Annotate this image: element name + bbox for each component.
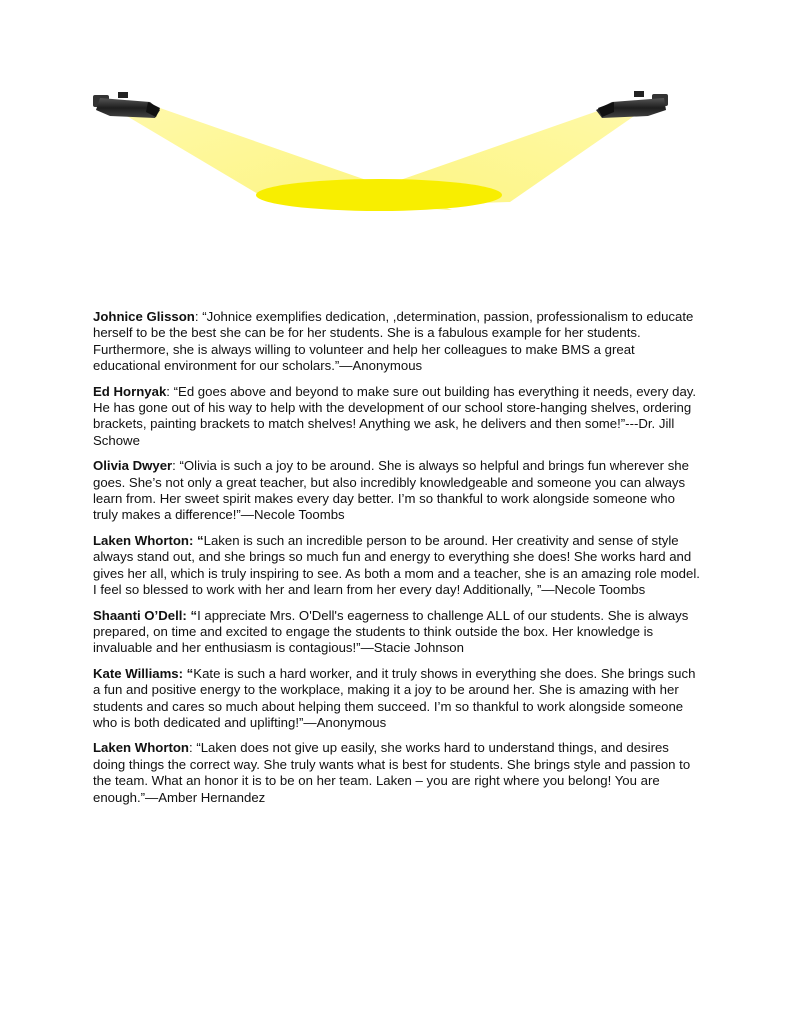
- entry-text: “Johnice exemplifies dedication, ,determination, passion, professionalism to educate herself to be the best she can be for her students. She is a fabulous example for her students. Furthermore, she is always willing to volunteer and help her colleagues to make BMS a great educational environment for our scholars.”—Anonymous: [93, 309, 694, 374]
- entry-name: Kate Williams: “: [93, 665, 194, 681]
- entry-name: Olivia Dwyer: [93, 458, 173, 474]
- light-spot: [256, 179, 502, 211]
- entry-name: Laken Whorton: [93, 740, 189, 756]
- entry-laken-whorton-2: [93, 740, 703, 806]
- entry-name: Laken Whorton: “: [93, 532, 204, 548]
- entry-text: Kate is such a hard worker, and it truly shows in everything she does. She brings such a fun and positive energy to the workplace, making it a joy to be around her. She is amazing with her students and cares so much about helping them succeed. I’m so thankful to work alongside someone who is both dedicated and uplifting!”—Anonymous: [93, 665, 696, 730]
- entry-kate-williams: [93, 666, 703, 732]
- entry-ed-hornyak: [93, 384, 703, 450]
- entry-separator: :: [166, 383, 174, 399]
- entry-name: Ed Hornyak: [93, 383, 167, 399]
- entry-laken-whorton-1: [93, 533, 703, 599]
- entry-separator: :: [188, 740, 197, 756]
- appreciation-notes: [93, 309, 703, 815]
- entry-name: Johnice Glisson: [93, 309, 195, 324]
- entry-separator: :: [194, 309, 203, 324]
- entry-text: “Ed goes above and beyond to make sure out building has everything it needs, every day. He has gone out of his way to help with the development of our school store-hanging shelves, ordering brackets, painting brackets to match shelves! Anything we ask, he delivers and then some!”---Dr. Jill Schowe: [93, 383, 697, 448]
- entry-johnice-glisson: [93, 309, 703, 375]
- spotlight-illustration: [0, 0, 791, 240]
- entry-text: “Olivia is such a joy to be around. She is always so helpful and brings fun wherever she goes. She’s not only a great teacher, but also incredibly knowledgeable and someone you can always learn from. Her sweet spirit makes every day better. I’m so thankful to work alongside someone who truly makes a difference!”—Necole Toombs: [93, 458, 689, 523]
- entry-text: I appreciate Mrs. O'Dell's eagerness to challenge ALL of our students. She is always prepared, on time and excited to engage the students to think outside the box. Her knowledge is invaluable and her enthusiasm is contagious!”—Stacie Johnson: [93, 607, 689, 656]
- entry-name: Shaanti O’Dell: “: [93, 607, 198, 623]
- entry-text: Laken is such an incredible person to be around. Her creativity and sense of style always stand out, and she brings so much fun and energy to everything she does! She works hard and gives her all, which is truly inspiring to see. As both a mom and a teacher, she is an amazing role model. I feel so blessed to work with her and learn from her every day! Additionally, ”—Necole Toombs: [93, 532, 700, 598]
- entry-olivia-dwyer: [93, 458, 703, 524]
- left-spotlight-lamp-icon: [93, 92, 160, 118]
- entry-separator: :: [172, 458, 180, 474]
- entry-text: “Laken does not give up easily, she works hard to understand things, and desires doing things the correct way. She truly wants what is best for students. She brings style and passion to the team. What an honor it is to be on her team. Laken – you are right where you belong! You are enough.”—Amber Hernandez: [93, 740, 691, 805]
- entry-shaanti-odell: [93, 608, 703, 657]
- right-spotlight-lamp-icon: [596, 91, 668, 118]
